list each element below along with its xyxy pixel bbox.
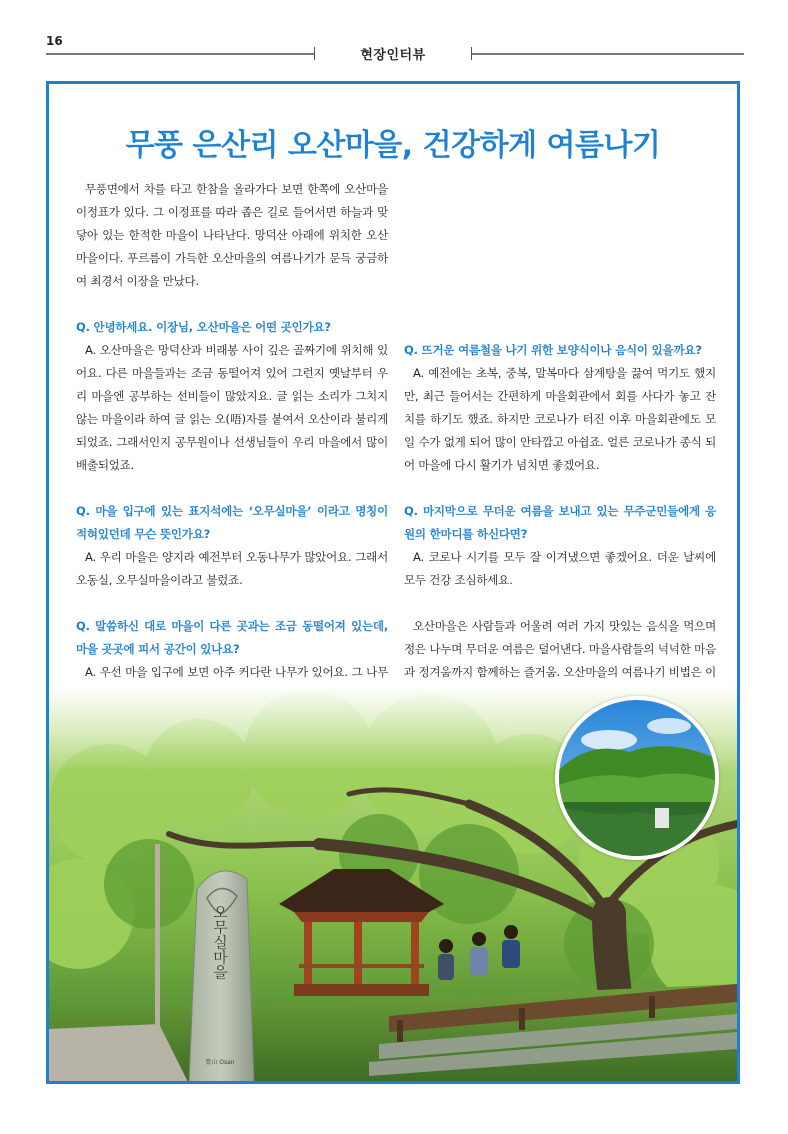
pond-post	[655, 808, 669, 828]
answer-4: A. 예전에는 초복, 중복, 말복마다 삼계탕을 끓여 먹기도 했지만, 최근 들어서는 간편하게 마을회관에서 회를 사다가 놓고 잔치를 하기도 했죠. 하지만 코로나가 터진 이후 마을회관에도 모일 수가 없게 되어 많이 안타깝고 아쉽죠. 얼른 코로나가 종식 되어 마을에 다시 활기가 넘치면 좋겠어요.	[404, 366, 716, 472]
article-frame	[46, 81, 740, 1084]
section-label: 현장인터뷰	[360, 48, 426, 63]
answer-5: A. 코로나 시기를 모두 잘 이겨냈으면 좋겠어요. 더운 날씨에 모두 건강 조심하세요.	[404, 550, 716, 587]
page-number: 16	[46, 34, 63, 48]
article-column-right	[404, 178, 716, 707]
header-rule-right	[472, 53, 744, 55]
pond-inset-photo	[555, 696, 719, 860]
question-4: Q. 뜨거운 여름철을 나기 위한 보양식이나 음식이 있을까요?	[404, 343, 702, 357]
question-5: Q. 마지막으로 무더운 여름을 보내고 있는 무주군민들에게 응원의 한마디를 하신다면?	[404, 504, 716, 541]
answer-3: A. 우선 마을 입구에 보면 아주 커다란 나무가 있어요. 그 나무	[85, 665, 388, 679]
answer-1: A. 오산마을은 망덕산과 비래봉 사이 깊은 골짜기에 위치해 있어요. 다른 마을들과는 조금 동떨어져 있어 그런지 옛날부터 우리 마을엔 공부하는 선비들이 많았지요. 글 읽는 소리가 그치지 않는 마을이라 하여 글 읽는 오(唔)자를 붙여서 오산이라 불리게 되었죠. 그래서인지 공무원이나 선생님들이 우리 마을에서 많이 배출되었죠.	[76, 343, 388, 472]
answer-2: A. 우리 마을은 양지라 예전부터 오동나무가 많았어요. 그래서 오동실, 오무실마을이라고 불렀죠.	[76, 550, 388, 587]
question-3: Q. 말씀하신 대로 마을이 다른 곳과는 조금 동떨어져 있는데, 마을 곳곳에 피서 공간이 있나요?	[76, 619, 388, 656]
intro-paragraph: 무풍면에서 차를 타고 한참을 올라가다 보면 한쪽에 오산마을 이정표가 있다. 그 이정표를 따라 좁은 길로 들어서면 하늘과 맞닿아 있는 한적한 마을이 나타난다. 망덕산 아래에 위치한 오산마을이다. 푸르름이 가득한 오산마을의 여름나기가 문득 궁금하여 최경서 이장을 만났다.	[76, 182, 388, 288]
closing-paragraph: 오산마을은 사람들과 어울려 여러 가지 맛있는 음식을 먹으며 정은 나누며 무더운 여름은 덜어낸다. 마을사람들의 넉넉한 마음과 정겨움까지 함께하는 즐거움. 오산마을의 여름나기 비법은 이	[404, 619, 716, 679]
header-rule-left	[46, 53, 314, 55]
article-title: 무풍 은산리 오산마을, 건강하게 여름나기	[125, 128, 661, 163]
question-1: Q. 안녕하세요. 이장님, 오산마을은 어떤 곳인가요?	[76, 320, 331, 334]
question-2: Q. 마을 입구에 있는 표지석에는 ‘오무실마을’ 이라고 명칭이 적혀있던데 무슨 뜻인가요?	[76, 504, 388, 541]
